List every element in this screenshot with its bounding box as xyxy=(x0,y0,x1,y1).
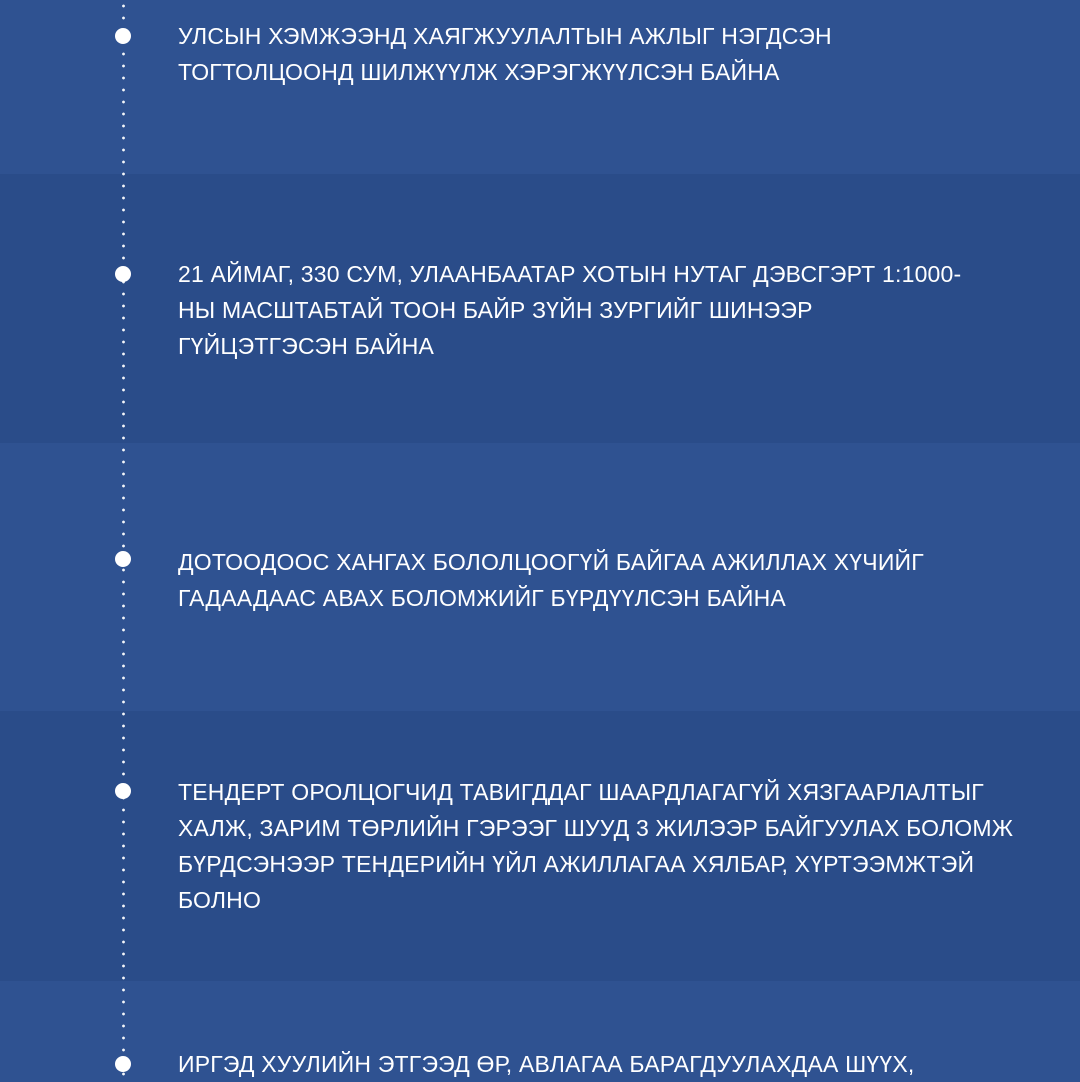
timeline-bullet-5 xyxy=(115,1056,131,1072)
timeline-item-text-5: ИРГЭД ХУУЛИЙН ЭТГЭЭД ӨР, АВЛАГАА БАРАГДУУЛАХДАА ШҮҮХ, xyxy=(178,1051,915,1077)
timeline-item-text-4: ТЕНДЕРТ ОРОЛЦОГЧИД ТАВИГДДАГ ШААРДЛАГАГҮЙ ХЯЗГААРЛАЛТЫГ ХАЛЖ, ЗАРИМ ТӨРЛИЙН ГЭРЭЭГ ШУУД 3 ЖИЛЭЭР БАЙГУУЛАХ БОЛОМЖ БҮРДСЭНЭЭР ТЕНДЕРИЙН ҮЙЛ АЖИЛЛАГАА ХЯЛБАР, ХҮРТЭЭМЖТЭЙ БОЛНО xyxy=(178,779,1014,913)
timeline-item-text-2: 21 АЙМАГ, 330 СУМ, УЛААНБААТАР ХОТЫН НУТАГ ДЭВСГЭРТ 1:1000-НЫ МАСШТАБТАЙ ТООН БАЙР ЗҮЙН ЗУРГИЙГ ШИНЭЭР ГҮЙЦЭТГЭСЭН БАЙНА xyxy=(178,261,962,359)
timeline-item-text-1: УЛСЫН ХЭМЖЭЭНД ХАЯГЖУУЛАЛТЫН АЖЛЫГ НЭГДСЭН ТОГТОЛЦООНД ШИЛЖҮҮЛЖ ХЭРЭГЖҮҮЛСЭН БАЙНА xyxy=(178,23,832,85)
timeline-bullet-2 xyxy=(115,266,131,282)
timeline-bullet-1 xyxy=(115,28,131,44)
timeline-line xyxy=(122,0,125,1080)
timeline-bullet-3 xyxy=(115,551,131,567)
timeline-bullet-4 xyxy=(115,783,131,799)
timeline-item-text-3: ДОТООДООС ХАНГАХ БОЛОЛЦООГҮЙ БАЙГАА АЖИЛЛАХ ХҮЧИЙГ ГАДААДААС АВАХ БОЛОМЖИЙГ БҮРДҮҮЛСЭН БАЙНА xyxy=(178,549,924,611)
